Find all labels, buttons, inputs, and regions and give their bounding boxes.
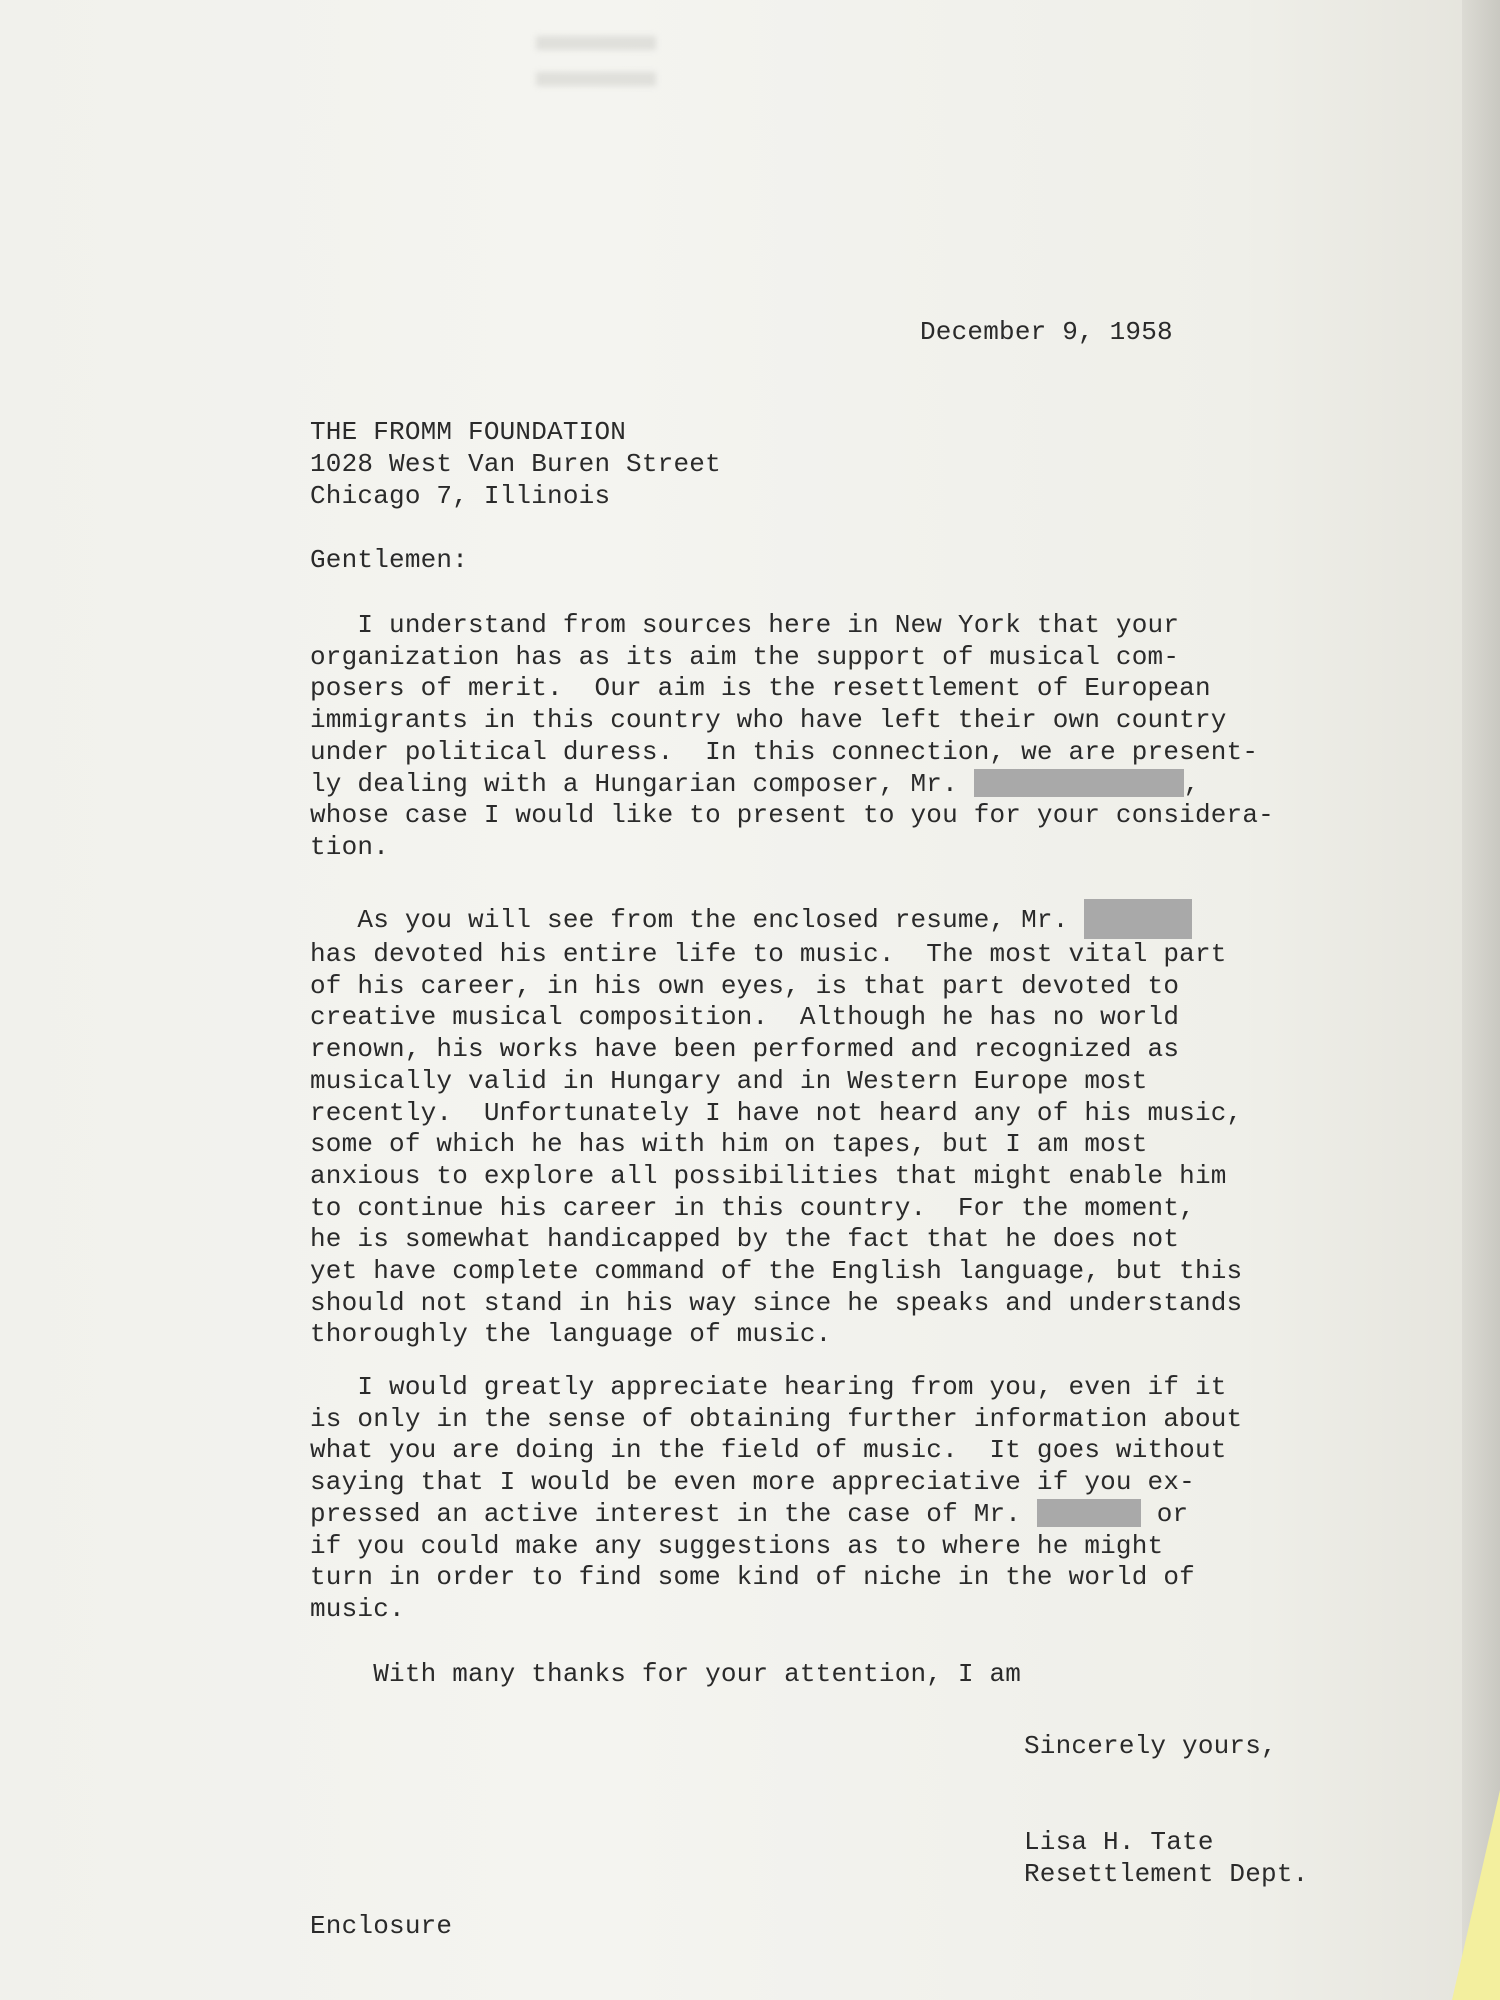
signer-department: Resettlement Dept.: [1024, 1859, 1309, 1889]
page-edge-shadow: [1462, 0, 1500, 2000]
paragraph-line: music.: [310, 1593, 405, 1624]
paragraph-line: tion.: [310, 831, 390, 862]
signer-name: Lisa H. Tate: [1024, 1827, 1214, 1857]
paragraph-line-text: or: [1140, 1498, 1189, 1529]
paragraph-line-text: ly dealing with a Hungarian composer, Mr.: [310, 768, 974, 799]
redacted-name-box: [1084, 899, 1192, 939]
salutation: Gentlemen:: [310, 545, 469, 575]
ink-bleed-mark: [536, 72, 656, 86]
paragraph-line: immigrants in this country who have left their own country: [310, 705, 1227, 736]
paragraph-line: some of which he has with him on tapes, but I am most: [310, 1129, 1148, 1160]
paragraph-line: [310, 899, 1242, 939]
paragraph-line: what you are doing in the field of music. It goes without: [310, 1435, 1227, 1466]
recipient-city: Chicago 7, Illinois: [310, 481, 611, 511]
paragraph-1: [310, 610, 1274, 864]
paragraph-line: he is somewhat handicapped by the fact that he does not: [310, 1224, 1180, 1255]
paragraph-line: if you could make any suggestions as to where he might: [310, 1530, 1164, 1561]
paragraph-line: saying that I would be even more appreciative if you ex-: [310, 1467, 1195, 1498]
paragraph-line: [310, 769, 1274, 801]
paragraph-3: [310, 1372, 1242, 1626]
paragraph-line: turn in order to find some kind of niche in the world of: [310, 1562, 1195, 1593]
yellow-sheet-corner: [1452, 1790, 1500, 2000]
paragraph-line-text: As you will see from the enclosed resume, Mr.: [310, 905, 1085, 935]
paragraph-line: to continue his career in this country. For the moment,: [310, 1192, 1195, 1223]
paragraph-line: recently. Unfortunately I have not heard any of his music,: [310, 1097, 1243, 1128]
paragraph-line: organization has as its aim the support of musical com-: [310, 641, 1180, 672]
redacted-name-box: [1037, 1499, 1141, 1527]
redacted-name-box: [974, 769, 1184, 797]
paragraph-line: [310, 1499, 1242, 1531]
paragraph-line: yet have complete command of the English language, but this: [310, 1256, 1243, 1287]
paragraph-line: I would greatly appreciate hearing from you, even if it: [310, 1372, 1227, 1402]
recipient-name: THE FROMM FOUNDATION: [310, 417, 627, 447]
paragraph-line: under political duress. In this connection, we are present-: [310, 736, 1259, 767]
paragraph-line: whose case I would like to present to you for your considera-: [310, 800, 1274, 831]
enclosure-note: Enclosure: [310, 1911, 453, 1941]
paragraph-line: posers of merit. Our aim is the resettlement of European: [310, 673, 1211, 704]
paragraph-line: of his career, in his own eyes, is that part devoted to: [310, 970, 1180, 1001]
paragraph-line: I understand from sources here in New York that your: [310, 610, 1180, 640]
paragraph-line-text: pressed an active interest in the case of Mr.: [310, 1498, 1037, 1529]
recipient-street: 1028 West Van Buren Street: [310, 449, 721, 479]
closing-line: With many thanks for your attention, I am: [310, 1659, 1022, 1689]
paragraph-line-text: ,: [1183, 768, 1200, 799]
paragraph-line: should not stand in his way since he speaks and understands: [310, 1287, 1243, 1318]
paragraph-line: has devoted his entire life to music. The most vital part: [310, 939, 1227, 969]
paragraph-line: musically valid in Hungary and in Western Europe most: [310, 1065, 1148, 1096]
complimentary-close: Sincerely yours,: [1024, 1731, 1277, 1761]
ink-bleed-mark: [536, 36, 656, 50]
paragraph-line: renown, his works have been performed and recognized as: [310, 1034, 1180, 1065]
letter-date: December 9, 1958: [920, 317, 1173, 347]
paragraph-line: thoroughly the language of music.: [310, 1319, 832, 1350]
paragraph-line: creative musical composition. Although he has no world: [310, 1002, 1180, 1033]
paragraph-2: [310, 899, 1242, 1351]
paragraph-line: anxious to explore all possibilities that might enable him: [310, 1160, 1227, 1191]
paragraph-line: is only in the sense of obtaining further information about: [310, 1403, 1243, 1434]
